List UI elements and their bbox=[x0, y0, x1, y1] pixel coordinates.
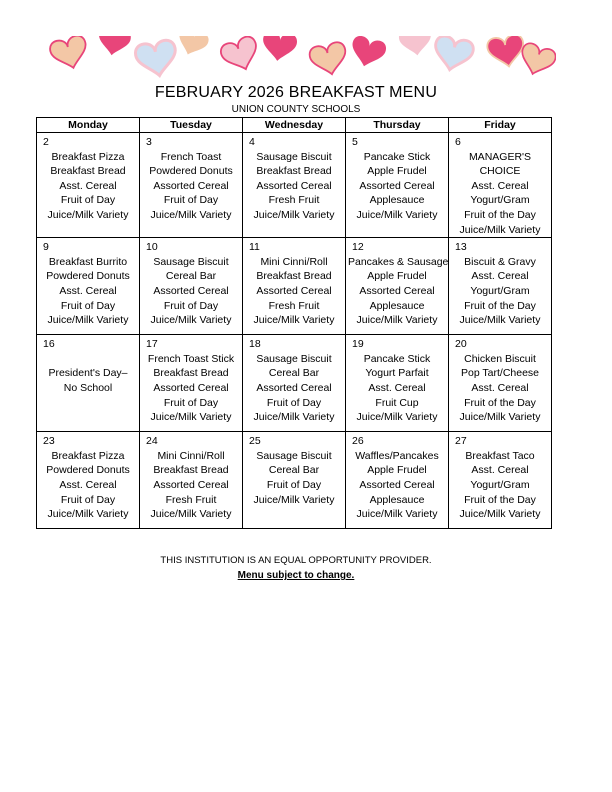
menu-change-note: Menu subject to change. bbox=[237, 570, 355, 581]
menu-item: Fruit of Day bbox=[163, 194, 219, 207]
menu-item: Applesauce bbox=[369, 194, 425, 207]
menu-item: Powdered Donuts bbox=[46, 270, 130, 283]
weekday-header: Friday bbox=[449, 118, 552, 133]
day-number: 17 bbox=[146, 338, 158, 351]
day-cell bbox=[243, 238, 346, 335]
day-number: 13 bbox=[455, 241, 467, 254]
menu-calendar bbox=[36, 117, 552, 529]
menu-item: Assorted Cereal bbox=[359, 478, 435, 491]
menu-item: Sausage Biscuit bbox=[256, 150, 332, 163]
menu-item: Pop Tart/Cheese bbox=[460, 367, 540, 380]
menu-item: Fresh Fruit bbox=[165, 493, 217, 506]
menu-item: President's Day– bbox=[48, 367, 128, 380]
menu-item: Assorted Cereal bbox=[153, 381, 229, 394]
menu-item: Breakfast Taco bbox=[465, 449, 535, 462]
menu-item: Juice/Milk Variety bbox=[459, 314, 541, 327]
day-number: 19 bbox=[352, 338, 364, 351]
day-number: 4 bbox=[249, 136, 255, 148]
menu-item: Yogurt Parfait bbox=[365, 367, 429, 380]
menu-item: Asst. Cereal bbox=[471, 179, 529, 192]
menu-item: Assorted Cereal bbox=[153, 284, 229, 297]
menu-item: Breakfast Burrito bbox=[48, 255, 128, 268]
menu-item: Cereal Bar bbox=[165, 270, 217, 283]
menu-item: Cereal Bar bbox=[268, 464, 320, 477]
menu-item: Fruit of Day bbox=[60, 194, 116, 207]
day-number: 10 bbox=[146, 241, 158, 254]
weekday-header: Monday bbox=[37, 118, 140, 133]
day-number: 5 bbox=[352, 136, 358, 148]
week-row bbox=[37, 133, 552, 238]
menu-item: Yogurt/Gram bbox=[470, 284, 530, 297]
menu-item: Pancakes & Sausage bbox=[348, 255, 449, 268]
day-cell bbox=[140, 432, 243, 529]
menu-item: Breakfast Pizza bbox=[51, 150, 125, 163]
day-cell bbox=[140, 133, 243, 238]
menu-item: Breakfast Bread bbox=[153, 367, 229, 380]
menu-item: Juice/Milk Variety bbox=[253, 208, 335, 221]
day-cell bbox=[37, 133, 140, 238]
week-row bbox=[37, 238, 552, 335]
week-row bbox=[37, 335, 552, 432]
menu-item: Breakfast Pizza bbox=[51, 449, 125, 462]
day-number: 23 bbox=[43, 435, 55, 448]
menu-item: Juice/Milk Variety bbox=[253, 493, 335, 506]
menu-item: Assorted Cereal bbox=[256, 284, 332, 297]
day-number: 20 bbox=[455, 338, 467, 351]
menu-item: Apple Frudel bbox=[367, 165, 427, 178]
menu-item: Fruit of the Day bbox=[464, 396, 536, 409]
menu-item: Fruit of Day bbox=[163, 396, 219, 409]
weekday-header: Tuesday bbox=[140, 118, 243, 133]
menu-item: Juice/Milk Variety bbox=[459, 411, 541, 424]
menu-item: Breakfast Bread bbox=[153, 464, 229, 477]
menu-item: MANAGER'S bbox=[468, 150, 532, 163]
menu-item: Fruit Cup bbox=[375, 396, 419, 409]
menu-item: Asst. Cereal bbox=[368, 381, 426, 394]
page-title: FEBRUARY 2026 BREAKFAST MENU bbox=[154, 84, 438, 101]
day-cell bbox=[449, 133, 552, 238]
menu-item: Sausage Biscuit bbox=[256, 352, 332, 365]
menu-item: Asst. Cereal bbox=[59, 284, 117, 297]
menu-item: Fruit of the Day bbox=[464, 208, 536, 221]
menu-item: Fruit of Day bbox=[266, 396, 322, 409]
menu-item: Juice/Milk Variety bbox=[459, 223, 541, 236]
menu-item: Fruit of Day bbox=[60, 493, 116, 506]
menu-item: Sausage Biscuit bbox=[256, 449, 332, 462]
day-cell bbox=[346, 133, 449, 238]
menu-item: Juice/Milk Variety bbox=[253, 314, 335, 327]
menu-item: Assorted Cereal bbox=[153, 179, 229, 192]
day-number: 16 bbox=[43, 338, 55, 351]
menu-item: Apple Frudel bbox=[367, 464, 427, 477]
menu-item: CHOICE bbox=[479, 165, 521, 178]
menu-item: Fruit of the Day bbox=[464, 299, 536, 312]
menu-item: Juice/Milk Variety bbox=[150, 208, 232, 221]
menu-item: Juice/Milk Variety bbox=[150, 508, 232, 521]
day-number: 27 bbox=[455, 435, 467, 448]
day-cell bbox=[449, 335, 552, 432]
menu-item: Fresh Fruit bbox=[268, 299, 320, 312]
day-number: 26 bbox=[352, 435, 364, 448]
day-cell bbox=[243, 133, 346, 238]
menu-item: Juice/Milk Variety bbox=[150, 411, 232, 424]
menu-item bbox=[39, 352, 137, 367]
menu-item: Breakfast Bread bbox=[256, 270, 332, 283]
day-number: 2 bbox=[43, 136, 49, 148]
weekday-header-row bbox=[37, 118, 552, 133]
menu-item: Assorted Cereal bbox=[256, 381, 332, 394]
day-number: 18 bbox=[249, 338, 261, 351]
menu-item: Fresh Fruit bbox=[268, 194, 320, 207]
menu-item: Asst. Cereal bbox=[471, 270, 529, 283]
menu-item: Cereal Bar bbox=[268, 367, 320, 380]
menu-item: Juice/Milk Variety bbox=[356, 508, 438, 521]
menu-item: French Toast bbox=[160, 150, 222, 163]
menu-item: Yogurt/Gram bbox=[470, 194, 530, 207]
page-subtitle: UNION COUNTY SCHOOLS bbox=[231, 104, 361, 115]
menu-item: Assorted Cereal bbox=[359, 179, 435, 192]
hearts-banner bbox=[36, 36, 556, 86]
menu-item: Biscuit & Gravy bbox=[464, 255, 536, 268]
day-cell bbox=[140, 335, 243, 432]
menu-item: Waffles/Pancakes bbox=[355, 449, 439, 462]
week-row bbox=[37, 432, 552, 529]
menu-item: Pancake Stick bbox=[363, 352, 431, 365]
menu-item: Juice/Milk Variety bbox=[459, 508, 541, 521]
day-number: 25 bbox=[249, 435, 261, 448]
day-number: 6 bbox=[455, 136, 461, 148]
day-number: 9 bbox=[43, 241, 49, 254]
day-cell bbox=[449, 432, 552, 529]
menu-item: Juice/Milk Variety bbox=[356, 314, 438, 327]
menu-item: Fruit of Day bbox=[60, 299, 116, 312]
menu-item: Breakfast Bread bbox=[256, 165, 332, 178]
menu-item: Juice/Milk Variety bbox=[47, 508, 129, 521]
menu-item: Sausage Biscuit bbox=[153, 255, 229, 268]
menu-body bbox=[37, 133, 552, 529]
menu-item: Apple Frudel bbox=[367, 270, 427, 283]
menu-item: Mini Cinni/Roll bbox=[157, 449, 225, 462]
menu-item: Yogurt/Gram bbox=[470, 478, 530, 491]
weekday-header: Wednesday bbox=[243, 118, 346, 133]
menu-item: Juice/Milk Variety bbox=[47, 314, 129, 327]
menu-item: Chicken Biscuit bbox=[464, 352, 536, 365]
menu-item: Juice/Milk Variety bbox=[253, 411, 335, 424]
menu-item: No School bbox=[63, 381, 113, 394]
menu-item: Powdered Donuts bbox=[46, 464, 130, 477]
weekday-header: Thursday bbox=[346, 118, 449, 133]
day-cell bbox=[37, 238, 140, 335]
menu-item: Fruit of Day bbox=[163, 299, 219, 312]
day-cell bbox=[346, 335, 449, 432]
equal-opportunity-statement: THIS INSTITUTION IS AN EQUAL OPPORTUNITY PROVIDER. bbox=[160, 555, 432, 566]
menu-item: Applesauce bbox=[369, 299, 425, 312]
day-cell bbox=[346, 238, 449, 335]
day-cell bbox=[140, 238, 243, 335]
menu-item: Juice/Milk Variety bbox=[356, 411, 438, 424]
menu-item: Asst. Cereal bbox=[59, 478, 117, 491]
day-cell bbox=[243, 335, 346, 432]
menu-item: Applesauce bbox=[369, 493, 425, 506]
day-cell bbox=[346, 432, 449, 529]
day-number: 24 bbox=[146, 435, 158, 448]
day-cell bbox=[37, 335, 140, 432]
menu-item: Assorted Cereal bbox=[256, 179, 332, 192]
menu-item: Assorted Cereal bbox=[153, 478, 229, 491]
day-cell bbox=[449, 238, 552, 335]
menu-item: Fruit of the Day bbox=[464, 493, 536, 506]
menu-item: Asst. Cereal bbox=[471, 464, 529, 477]
menu-item: Juice/Milk Variety bbox=[356, 208, 438, 221]
menu-item: French Toast Stick bbox=[147, 352, 235, 365]
day-cell bbox=[37, 432, 140, 529]
menu-item: Pancake Stick bbox=[363, 150, 431, 163]
day-number: 12 bbox=[352, 241, 364, 254]
day-cell bbox=[243, 432, 346, 529]
day-number: 11 bbox=[249, 241, 260, 254]
hearts-banner-image bbox=[36, 36, 556, 86]
menu-item: Breakfast Bread bbox=[50, 165, 126, 178]
menu-item: Asst. Cereal bbox=[59, 179, 117, 192]
menu-item: Powdered Donuts bbox=[149, 165, 233, 178]
menu-item: Juice/Milk Variety bbox=[150, 314, 232, 327]
menu-item: Mini Cinni/Roll bbox=[260, 255, 328, 268]
menu-item: Assorted Cereal bbox=[359, 284, 435, 297]
menu-item: Juice/Milk Variety bbox=[47, 208, 129, 221]
menu-item: Asst. Cereal bbox=[471, 381, 529, 394]
menu-item: Fruit of Day bbox=[266, 478, 322, 491]
day-number: 3 bbox=[146, 136, 152, 148]
